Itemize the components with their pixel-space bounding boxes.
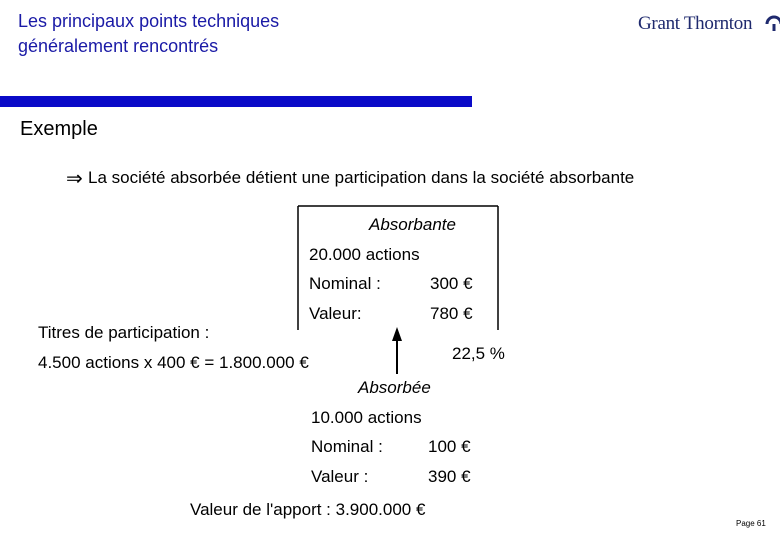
absorbante-valeur-label: Valeur: [309,303,362,323]
section-heading: Exemple [20,118,98,140]
apport-value: Valeur de l'apport : 3.900.000 € [190,500,426,519]
statement-text: La société absorbée détient une participation dans la société absorbante [88,168,635,187]
page-number: Page 61 [736,519,766,528]
absorbee-actions: 10.000 actions [311,407,422,427]
title-line-2: généralement rencontrés [18,36,219,56]
absorbante-actions: 20.000 actions [309,244,420,264]
absorbee-valeur-value: 390 € [428,466,471,486]
titres-line-2: 4.500 actions x 400 € = 1.800.000 € [38,352,309,372]
double-arrow-icon: ⇒ [66,168,83,190]
absorbante-valeur-value: 780 € [430,303,473,323]
absorbee-name: Absorbée [358,378,431,397]
absorbee-nominal-value: 100 € [428,437,471,456]
participation-percent: 22,5 % [452,344,505,363]
company-logo-text: Grant Thornton [638,13,753,34]
title-line-1: Les principaux points techniques [18,11,280,31]
absorbee-valeur-label: Valeur : [311,466,369,486]
absorbee-nominal-label: Nominal : [311,437,383,456]
titres-line-1: Titres de participation : [38,323,210,342]
absorbante-nominal-value: 300 € [430,274,473,293]
absorbante-nominal-label: Nominal : [309,274,381,293]
absorbee-block [311,373,501,491]
participation-arrow-head-icon [392,327,402,341]
absorbante-name: Absorbante [369,215,456,234]
titres-participation [38,318,309,377]
